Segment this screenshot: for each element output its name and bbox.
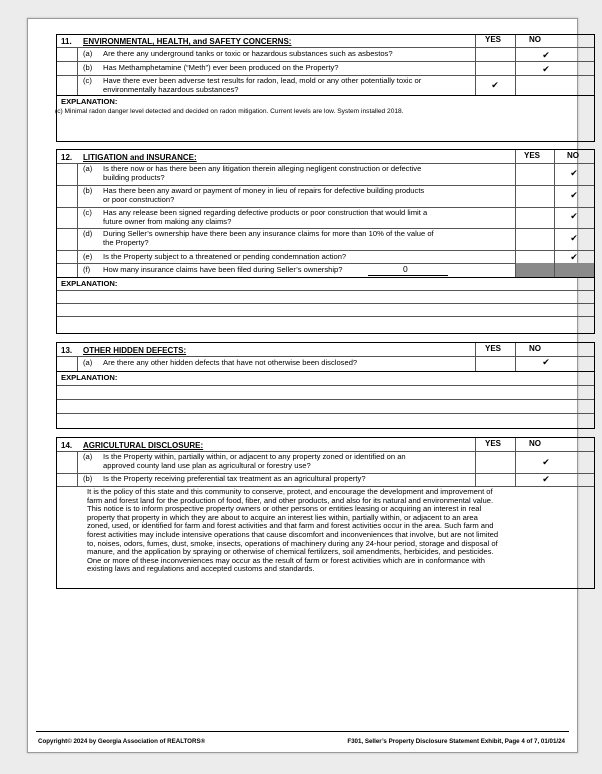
no-header: NO	[529, 35, 541, 44]
policy-line: to, noises, odors, fumes, dust, smoke, insects, operations of machinery during any 24-hour period, storage and disposal of	[87, 538, 498, 548]
policy-line: forest activities may include intensive operations that cause discomfort and inconveniences that involve, but are not limited	[87, 529, 499, 539]
explanation-text[interactable]: (c) Minimal radon danger level detected and decided on radon mitigation. Current levels are low. System installed 2018.	[55, 108, 404, 115]
checkmark-icon[interactable]: ✔	[570, 190, 578, 200]
footer-copyright: Copyright© 2024 by Georgia Association of REALTORS®	[38, 738, 206, 745]
policy-line: It is the policy of this state and this community to conserve, protect, and encourage the development and improvement of	[87, 487, 493, 496]
yes-header: YES	[485, 35, 502, 44]
footer-form-id: F301, Seller’s Property Disclosure Statement Exhibit, Page 4 of 7, 01/01/24	[347, 738, 565, 745]
question-text: Are there any underground tanks or toxic or hazardous substances such as asbestos?	[103, 49, 393, 58]
item-letter: (a)	[83, 452, 93, 461]
section-title: ENVIRONMENTAL, HEALTH, and SAFETY CONCERNS:	[83, 37, 292, 46]
item-letter: (b)	[83, 474, 93, 483]
explanation-label: EXPLANATION:	[61, 279, 118, 288]
policy-line: farm and forest land for the production of food, fiber, and other products, and also for its natural and environmental value.	[87, 495, 494, 505]
question-text-cont: or poor construction?	[103, 195, 175, 204]
section-number: 14.	[61, 441, 73, 450]
checkmark-icon[interactable]: ✔	[570, 233, 578, 243]
checkmark-icon[interactable]: ✔	[491, 80, 499, 90]
question-text-cont: future owner from making any claims?	[103, 217, 232, 226]
claims-count-field[interactable]	[368, 265, 448, 276]
item-letter: (a)	[83, 358, 93, 367]
checkmark-icon[interactable]: ✔	[542, 50, 550, 60]
question-text: Has Methamphetamine (“Meth”) ever been produced on the Property?	[103, 63, 339, 72]
section-title: OTHER HIDDEN DEFECTS:	[83, 346, 187, 355]
question-text: Is the Property within, partially within, or adjacent to any property zoned or identified on an	[103, 452, 406, 461]
section-title: LITIGATION and INSURANCE:	[83, 153, 197, 162]
question-text: During Seller’s ownership have there been any insurance claims for more than 10% of the value of	[103, 229, 434, 238]
section-11-environmental	[56, 34, 595, 142]
checkmark-icon[interactable]: ✔	[542, 357, 550, 367]
item-letter: (d)	[83, 229, 93, 238]
item-letter: (c)	[83, 208, 92, 217]
section-number: 11.	[61, 37, 72, 46]
item-letter: (f)	[83, 265, 91, 274]
policy-line: existing laws and regulations and accepted customs and standards.	[87, 564, 315, 574]
item-letter: (b)	[83, 63, 93, 72]
item-letter: (b)	[83, 186, 93, 195]
question-text: Has any release been signed regarding defective products or poor construction that would limit a	[103, 208, 428, 217]
disclosure-page	[27, 18, 578, 753]
checkmark-icon[interactable]: ✔	[542, 64, 550, 74]
question-text-cont: building products?	[103, 173, 165, 182]
explanation-label: EXPLANATION:	[61, 97, 118, 106]
checkmark-icon[interactable]: ✔	[570, 168, 578, 178]
section-title: AGRICULTURAL DISCLOSURE:	[83, 441, 204, 450]
section-13-hidden-defects	[56, 342, 595, 429]
question-text: Is the Property receiving preferential tax treatment as an agricultural property?	[103, 474, 366, 483]
question-text: Have there ever been adverse test results for radon, lead, mold or any other potentially toxic or	[103, 76, 422, 85]
policy-line: manure, and the application by spraying or otherwise of chemical fertilizers, soil amendments, herbicides, and pesticides.	[87, 547, 494, 557]
section-14-agricultural	[56, 437, 595, 589]
policy-line: One or more of these inconveniences may occur as the result of farm or forest activities which are in conformance with	[87, 555, 486, 565]
question-text: Has there been any award or payment of money in lieu of repairs for defective building products	[103, 186, 425, 195]
explanation-label: EXPLANATION:	[61, 373, 118, 382]
yes-header: YES	[485, 439, 502, 448]
footer-rule	[36, 731, 569, 732]
question-text: Are there any other hidden defects that have not otherwise been disclosed?	[103, 358, 358, 367]
checkmark-icon[interactable]: ✔	[570, 211, 578, 221]
checkmark-icon[interactable]: ✔	[542, 474, 550, 484]
question-text-cont: environmentally hazardous substances?	[103, 85, 239, 94]
checkmark-icon[interactable]: ✔	[542, 457, 550, 467]
policy-line: zoned, used, or identified for farm and forest activities and that farm and forest activities occur in the area. Such farm and	[87, 521, 494, 531]
item-letter: (a)	[83, 164, 93, 173]
claims-count-value: 0	[403, 264, 408, 274]
checkmark-icon[interactable]: ✔	[570, 252, 578, 262]
question-text: How many insurance claims have been filed during Seller’s ownership?	[103, 265, 343, 274]
no-header: NO	[567, 151, 579, 160]
item-letter: (e)	[83, 252, 93, 261]
item-letter: (a)	[83, 49, 93, 58]
policy-line: property that property in which they are about to acquire an interest lies within, partially within, or adjacent to an area	[87, 512, 478, 522]
section-number: 13.	[61, 346, 73, 355]
section-number: 12.	[61, 153, 73, 162]
no-header: NO	[529, 439, 541, 448]
section-12-litigation	[56, 149, 595, 334]
yes-header: YES	[524, 151, 541, 160]
item-letter: (c)	[83, 76, 92, 85]
question-text-cont: approved county land use plan as agricultural or forestry use?	[103, 461, 311, 470]
yes-header: YES	[485, 344, 502, 353]
question-text: Is the Property subject to a threatened or pending condemnation action?	[103, 252, 347, 261]
question-text: Is there now or has there been any litigation therein alleging negligent construction or defective	[103, 164, 422, 173]
question-text-cont: the Property?	[103, 238, 149, 247]
policy-line: This notice is to inform prospective property owners or other persons or entities leasing or acquiring an interest in real	[87, 504, 482, 514]
no-header: NO	[529, 344, 541, 353]
policy-paragraph	[87, 488, 587, 574]
